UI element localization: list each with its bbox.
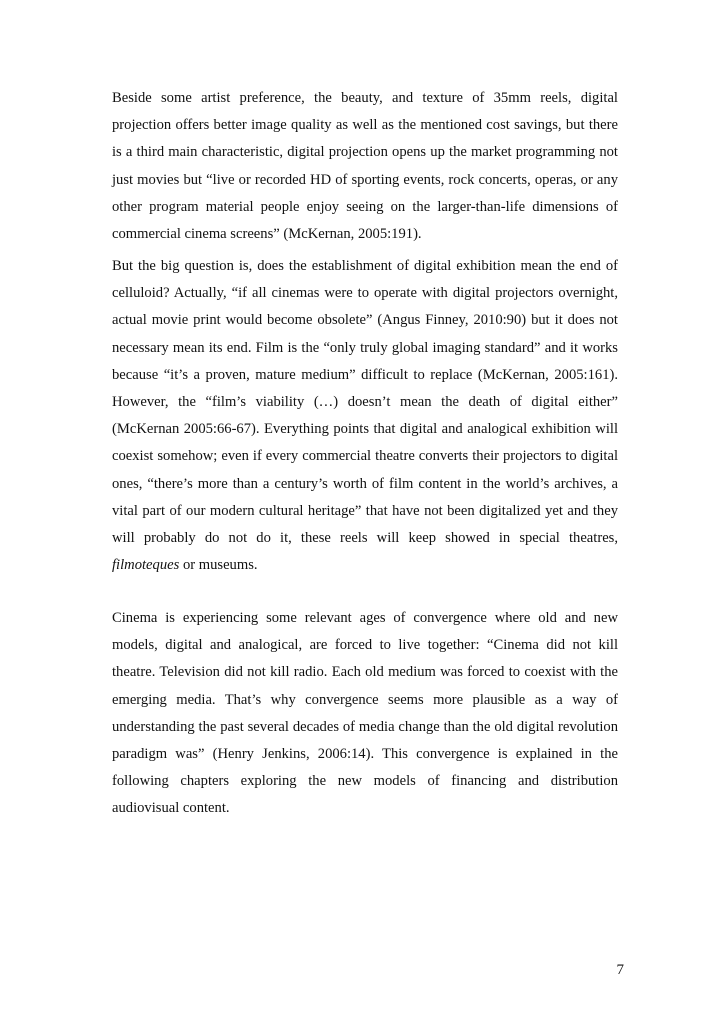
- text-line: will probably do not do it, these reels will keep showed in special theatres,: [112, 529, 618, 546]
- text-line: models, digital and analogical, are forced to live together: “Cinema did not kill: [112, 637, 618, 654]
- text-line: following chapters exploring the new models of financing and distribution: [112, 773, 618, 790]
- text-line-rest: or museums.: [179, 557, 258, 574]
- text-line: because “it’s a proven, mature medium” difficult to replace (McKernan, 2005:161).: [112, 366, 618, 383]
- text-line: But the big question is, does the establishment of digital exhibition mean the end of: [112, 258, 618, 274]
- paragraph-end-of-celluloid: [112, 253, 618, 579]
- text-line: just movies but “live or recorded HD of sporting events, rock concerts, operas, or any: [112, 171, 618, 188]
- text-line: understanding the past several decades of media change than the old digital revolution: [112, 718, 618, 735]
- text-line: is a third main characteristic, digital projection opens up the market programming not: [112, 144, 618, 161]
- text-line: other program material people enjoy seeing on the larger-than-life dimensions of: [112, 198, 618, 215]
- text-line: commercial cinema screens” (McKernan, 2005:191).: [112, 225, 422, 242]
- text-line: audiovisual content.: [112, 800, 230, 817]
- text-line: actual movie print would become obsolete” (Angus Finney, 2010:90) but it does not: [112, 312, 618, 329]
- text-line: Cinema is experiencing some relevant ages of convergence where old and new: [112, 610, 618, 626]
- text-line: vital part of our modern cultural heritage” that have not been digitalized yet and they: [112, 502, 618, 519]
- text-line: However, the “film’s viability (…) doesn’t mean the death of digital either”: [112, 393, 618, 410]
- text-line: necessary mean its end. Film is the “only truly global imaging standard” and it works: [112, 339, 618, 356]
- text-line: celluloid? Actually, “if all cinemas were to operate with digital projectors overnight,: [112, 285, 618, 302]
- page-number: 7: [616, 962, 624, 978]
- text-line: projection offers better image quality as well as the mentioned cost savings, but there: [112, 117, 618, 134]
- text-line: theatre. Television did not kill radio. Each old medium was forced to coexist with the: [112, 664, 618, 681]
- text-line: paradigm was” (Henry Jenkins, 2006:14). This convergence is explained in the: [112, 745, 618, 762]
- text-line: (McKernan 2005:66-67). Everything points that digital and analogical exhibition will: [112, 421, 618, 438]
- paragraph-convergence: [112, 605, 618, 823]
- text-line: [112, 552, 618, 579]
- text-line: Beside some artist preference, the beauty, and texture of 35mm reels, digital: [112, 90, 618, 106]
- italic-term: filmoteques: [112, 557, 180, 574]
- paragraph-digital-projection: [112, 85, 618, 248]
- text-line: coexist somehow; even if every commercial theatre converts their projectors to digital: [112, 448, 618, 465]
- text-line: emerging media. That’s why convergence seems more plausible as a way of: [112, 691, 618, 708]
- text-line: ones, “there’s more than a century’s worth of film content in the world’s archives, a: [112, 475, 618, 492]
